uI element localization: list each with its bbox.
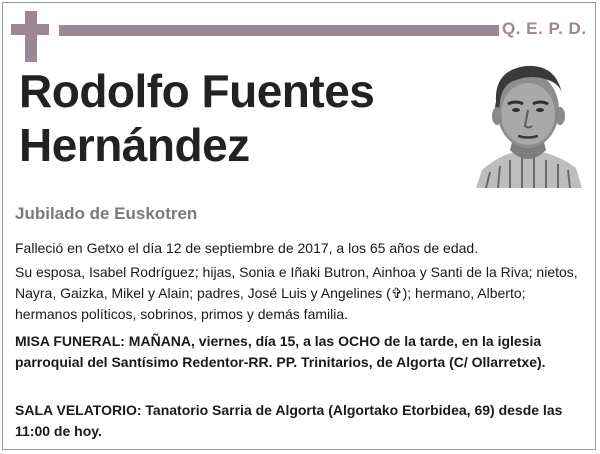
name-line-1: Rodolfo Fuentes [19, 65, 375, 117]
family-text-part-1: Su esposa, Isabel Rodríguez; hijas, Sonia e Iñaki Butron, Ainhoa y Santi de la Riva; nietos, Nayra, Gaizka, Mikel y Alain; padres, José Luis y Angelines ( [15, 264, 578, 301]
family-text-part-2: ); hermano, Alberto; hermanos políticos, sobrinos, primos y demás familia. [15, 285, 526, 322]
family-paragraph [15, 262, 585, 325]
qepd-label: Q. E. P. D. [502, 19, 587, 38]
deceased-name [19, 64, 479, 172]
name-line-2: Hernández [19, 119, 250, 171]
occupation-subtitle: Jubilado de Euskotren [15, 204, 198, 223]
funeral-mass-text: MISA FUNERAL: MAÑANA, viernes, día 15, a las OCHO de la tarde, en la iglesia parroquial del Santísimo Redentor-RR. PP. Trinitarios, de Algorta (C/ Ollarretxe). [15, 333, 546, 370]
portrait-photo [476, 58, 582, 188]
cross-icon [25, 11, 37, 62]
cross-icon-bar [11, 24, 49, 35]
deceased-cross-icon: ✞ [390, 285, 403, 301]
wake-room-text: SALA VELATORIO: Tanatorio Sarria de Algorta (Algortako Etorbidea, 69) desde las 11:00 de hoy. [15, 402, 563, 439]
header-bar [59, 25, 499, 36]
death-notice-text: Falleció en Getxo el día 12 de septiembre de 2017, a los 65 años de edad. [15, 240, 479, 256]
